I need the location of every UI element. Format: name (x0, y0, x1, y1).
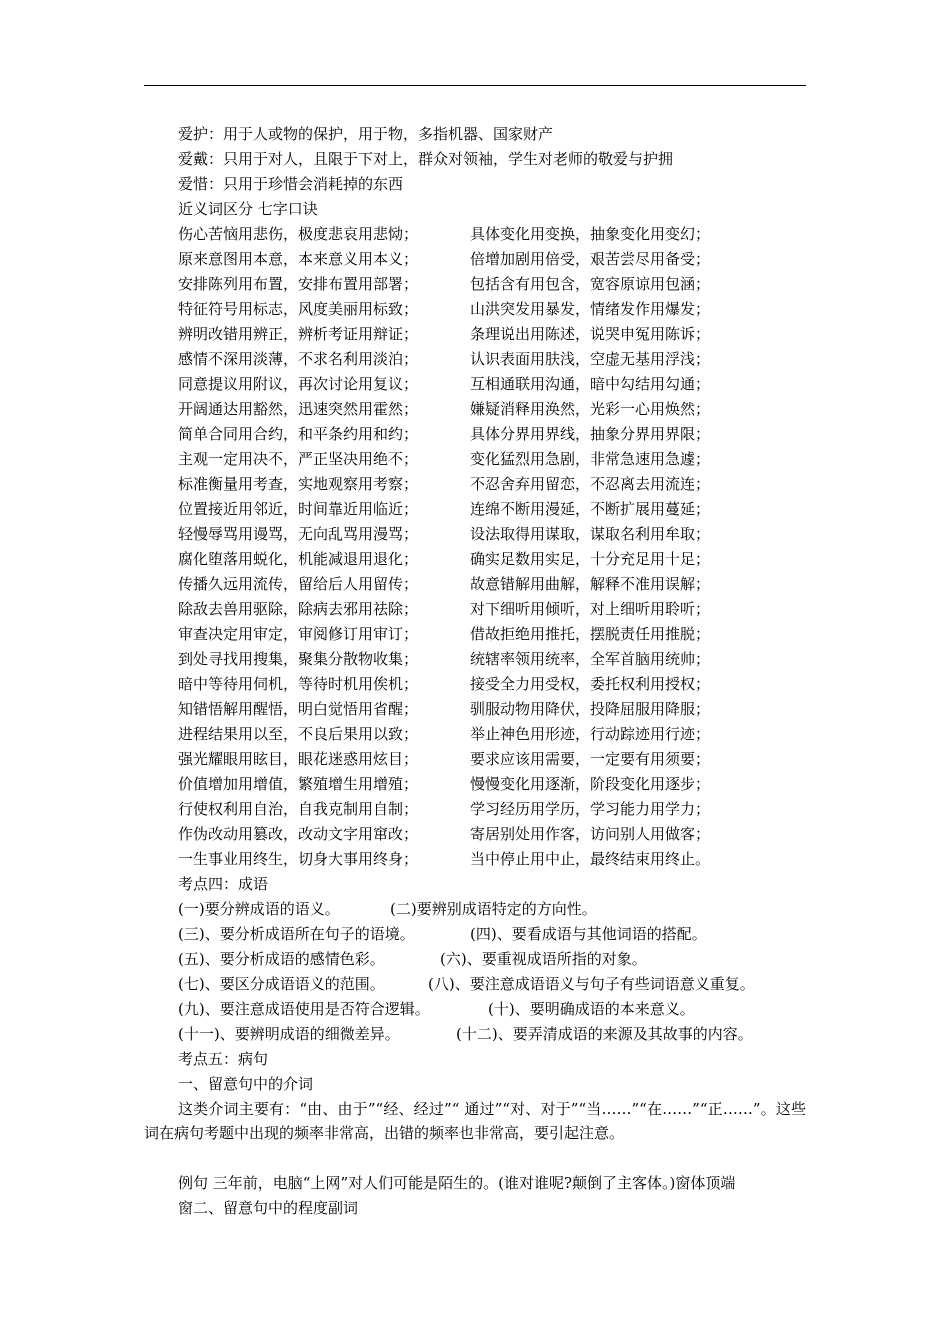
mnemonic-left: 进程结果用以至，不良后果用以致； (178, 725, 419, 743)
mnemonic-left: 强光耀眼用眩目，眼花迷惑用炫目； (178, 750, 419, 768)
mnemonic-right: 变化猛烈用急剧，非常急速用急遽； (470, 450, 711, 468)
mnemonic-right: 连绵不断用漫延，不断扩展用蔓延； (470, 500, 711, 518)
mnemonic-left: 价值增加用增值，繁殖增生用增殖； (178, 775, 419, 793)
mnemonic-right: 条理说出用陈述，说哭申冤用陈诉； (470, 325, 711, 343)
mnemonic-right: 不忍舍弃用留恋，不忍离去用流连； (470, 475, 711, 493)
mnemonic-right: 对下细听用倾听，对上细听用聆听； (470, 600, 711, 618)
mnemonic-right: 举止神色用形迹，行动踪迹用行迹； (470, 725, 711, 743)
mnemonic-left: 到处寻找用搜集，聚集分散物收集； (178, 650, 419, 668)
mnemonic-right: 包括含有用包含，宽容原谅用包涵； (470, 275, 711, 293)
definition-aidai: 爱戴：只用于对人，且限于下对上，群众对领袖，学生对老师的敬爱与护拥 (178, 150, 674, 168)
mnemonic-left: 感情不深用淡薄，不求名利用淡泊； (178, 350, 419, 368)
mnemonic-left: 审查决定用审定，审阅修订用审订； (178, 625, 419, 643)
mnemonic-right: 设法取得用谋取，谋取名利用牟取； (470, 525, 711, 543)
idiom-point: (八)、要注意成语语义与句子有些词语意义重复。 (428, 975, 755, 993)
idiom-point: (七)、要区分成语语义的范围。 (178, 975, 385, 993)
mnemonic-right: 学习经历用学历，学习能力用学力； (470, 800, 711, 818)
mnemonic-left: 安排陈列用布置，安排布置用部署； (178, 275, 419, 293)
idiom-point-row (178, 949, 647, 969)
mnemonic-left: 简单合同用合约，和平条约用和约； (178, 425, 419, 443)
idiom-point: (二)要辨别成语特定的方向性。 (390, 900, 597, 918)
section4-title: 考点四：成语 (178, 875, 269, 893)
sub1-title: 一、留意句中的介词 (178, 1075, 314, 1093)
mnemonic-left: 暗中等待用伺机，等待时机用俟机； (178, 675, 419, 693)
mnemonic-left: 伤心苦恼用悲伤，极度悲哀用悲恸； (178, 225, 419, 243)
mnemonic-right: 具体分界用界线，抽象分界用界限； (470, 425, 711, 443)
mnemonic-right: 故意错解用曲解，解释不准用误解； (470, 575, 711, 593)
idiom-point-row (178, 924, 707, 944)
mnemonic-left: 传播久远用流传，留给后人用留传； (178, 575, 419, 593)
definition-aihu: 爱护：用于人或物的保护，用于物，多指机器、国家财产 (178, 125, 554, 143)
idiom-point-row (178, 899, 597, 919)
mnemonic-left: 知错悟解用醒悟，明白觉悟用省醒； (178, 700, 419, 718)
idiom-point-row (178, 1024, 753, 1044)
mnemonic-right: 要求应该用需要，一定要有用须要； (470, 750, 711, 768)
mnemonic-left: 腐化堕落用蜕化，机能减退用退化； (178, 550, 419, 568)
section5-title: 考点五：病句 (178, 1050, 269, 1068)
mnemonic-left: 作伪改动用篡改，改动文字用窜改； (178, 825, 419, 843)
mnemonic-left: 轻慢辱骂用谩骂，无向乱骂用漫骂； (178, 525, 419, 543)
mnemonic-left: 位置接近用邻近，时间靠近用临近； (178, 500, 419, 518)
idiom-point-row (178, 974, 755, 994)
mnemonic-right: 借故拒绝用推托，摆脱责任用推脱； (470, 625, 711, 643)
mnemonic-right: 倍增加剧用倍受，艰苦尝尽用备受； (470, 250, 711, 268)
mnemonic-left: 行使权利用自治，自我克制用自制； (178, 800, 419, 818)
mnemonic-right: 认识表面用肤浅，空虚无基用浮浅； (470, 350, 711, 368)
mnemonic-left: 特征符号用标志，风度美丽用标致； (178, 300, 419, 318)
mnemonic-right: 慢慢变化用逐渐，阶段变化用逐步； (470, 775, 711, 793)
mnemonic-right: 嫌疑消释用涣然，光彩一心用焕然； (470, 400, 711, 418)
mnemonic-left: 同意提议用附议，再次讨论用复议； (178, 375, 419, 393)
mnemonic-right: 寄居别处用作客，访问别人用做客； (470, 825, 711, 843)
definition-aixi: 爱惜：只用于珍惜会消耗掉的东西 (178, 175, 404, 193)
idiom-point: (三)、要分析成语所在句子的语境。 (178, 925, 415, 943)
mnemonic-left: 除敌去兽用驱除，除病去邪用祛除； (178, 600, 419, 618)
example-sentence: 例句 三年前，电脑“上网”对人们可能是陌生的。(谁对谁呢?颠倒了主客体。)窗体顶端 (178, 1174, 736, 1192)
mnemonic-right: 互相通联用沟通，暗中勾结用勾通； (470, 375, 711, 393)
mnemonic-left: 开阔通达用豁然，迅速突然用霍然； (178, 400, 419, 418)
mnemonic-right: 接受全力用受权，委托权利用授权； (470, 675, 711, 693)
sub1-paragraph: 这类介词主要有：“由、由于”“经、经过”“ 通过”“对、对于”“当……”“在……”“正……”。这些词在病句考题中出现的频率非常高，出错的频率也非常高，要引起注意。 (144, 1100, 806, 1142)
idiom-point: (九)、要注意成语使用是否符合逻辑。 (178, 1000, 430, 1018)
idiom-point: (一)要分辨成语的语义。 (178, 900, 340, 918)
mnemonic-right: 山洪突发用暴发，情绪发作用爆发； (470, 300, 711, 318)
mnemonic-right: 具体变化用变换，抽象变化用变幻； (470, 225, 711, 243)
idiom-point: (五)、要分析成语的感情色彩。 (178, 950, 385, 968)
mnemonic-right: 确实足数用实足，十分充足用十足； (470, 550, 711, 568)
mnemonic-left: 原来意图用本意，本来意义用本义； (178, 250, 419, 268)
mnemonic-right: 统辖率领用统率，全军首脑用统帅； (470, 650, 711, 668)
idiom-point: (十二)、要弄清成语的来源及其故事的内容。 (456, 1025, 753, 1043)
idiom-point: (四)、要看成语与其他词语的搭配。 (470, 925, 707, 943)
idiom-point: (六)、要重视成语所指的对象。 (440, 950, 647, 968)
mnemonic-left: 辨明改错用辨正，辨析考证用辩证； (178, 325, 419, 343)
idiom-point: (十一)、要辨明成语的细微差异。 (178, 1025, 400, 1043)
header-rule (144, 85, 806, 86)
mnemonic-right: 当中停止用中止，最终结束用终止。 (470, 850, 711, 868)
mnemonic-title: 近义词区分 七字口诀 (178, 200, 318, 218)
mnemonic-left: 一生事业用终生，切身大事用终身； (178, 850, 419, 868)
mnemonic-left: 标准衡量用考查，实地观察用考察； (178, 475, 419, 493)
mnemonic-right: 驯服动物用降伏，投降屈服用降服； (470, 700, 711, 718)
idiom-point: (十)、要明确成语的本来意义。 (488, 1000, 695, 1018)
sub2-title: 窗二、留意句中的程度副词 (178, 1199, 359, 1217)
mnemonic-left: 主观一定用决不，严正坚决用绝不； (178, 450, 419, 468)
idiom-point-row (178, 999, 695, 1019)
